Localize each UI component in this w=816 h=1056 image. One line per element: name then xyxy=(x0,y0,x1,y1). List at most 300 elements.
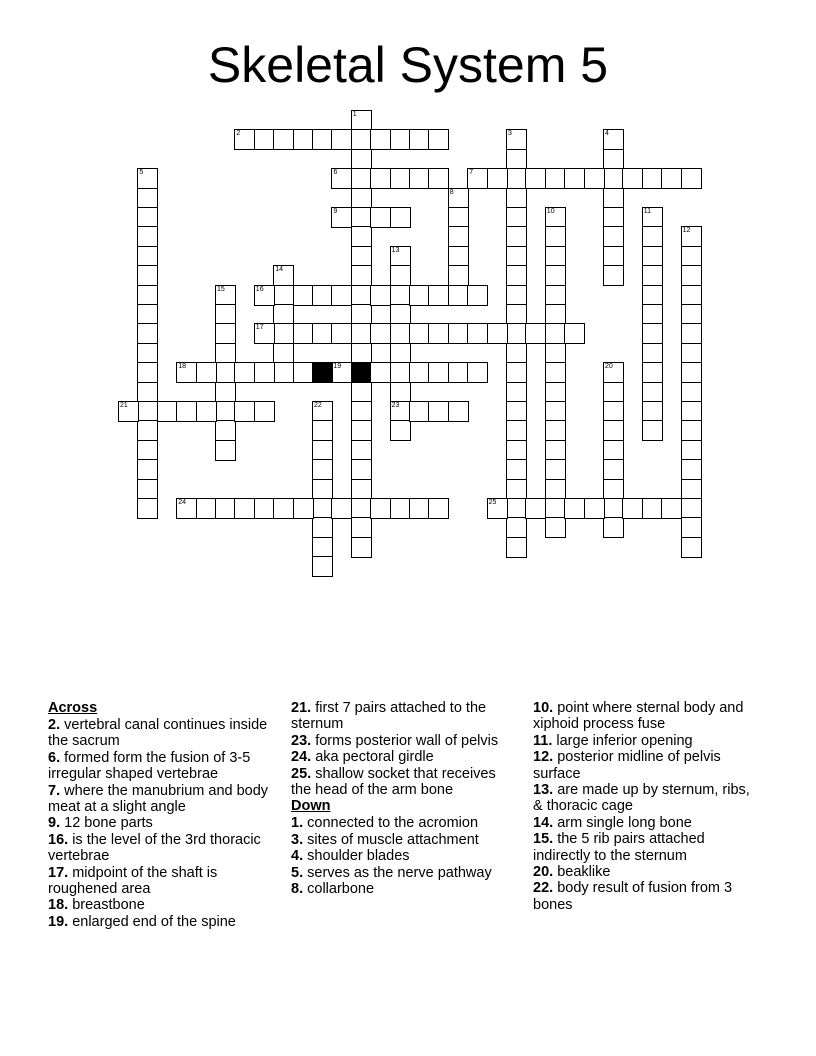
grid-cell[interactable] xyxy=(312,517,333,538)
clue-column-1 xyxy=(48,700,276,930)
grid-cell[interactable] xyxy=(137,459,158,480)
grid-cell[interactable] xyxy=(273,304,294,325)
grid-cell[interactable] xyxy=(428,129,449,150)
grid-cell[interactable] xyxy=(312,537,333,558)
grid-cell[interactable] xyxy=(137,304,158,325)
grid-cell[interactable] xyxy=(176,498,197,519)
grid-cell[interactable] xyxy=(603,265,624,286)
grid-cell[interactable] xyxy=(390,285,411,306)
grid-cell[interactable] xyxy=(681,226,702,247)
grid-cell[interactable] xyxy=(390,265,411,286)
grid-cell[interactable] xyxy=(681,537,702,558)
grid-cell[interactable] xyxy=(196,498,217,519)
grid-cell[interactable] xyxy=(448,401,469,422)
grid-cell[interactable] xyxy=(370,129,391,150)
grid-cell[interactable] xyxy=(215,420,236,441)
grid-cell[interactable] xyxy=(409,168,430,189)
grid-cell[interactable] xyxy=(351,168,372,189)
grid-cell[interactable] xyxy=(351,285,372,306)
grid-cell[interactable] xyxy=(390,420,411,441)
grid-cell[interactable] xyxy=(137,246,158,267)
clue-item-number: 24. xyxy=(291,749,312,766)
grid-cell[interactable] xyxy=(681,479,702,500)
grid-cell[interactable] xyxy=(351,479,372,500)
clue-item-text: enlarged end of the spine xyxy=(72,913,236,930)
grid-cell[interactable] xyxy=(506,479,527,500)
grid-cell[interactable] xyxy=(681,168,702,189)
grid-cell[interactable] xyxy=(409,498,430,519)
grid-cell[interactable] xyxy=(525,498,546,519)
grid-cell[interactable] xyxy=(409,129,430,150)
grid-cell[interactable] xyxy=(234,362,255,383)
grid-cell[interactable] xyxy=(312,479,333,500)
grid-cell[interactable] xyxy=(603,420,624,441)
grid-cell[interactable] xyxy=(312,323,333,344)
grid-cell[interactable] xyxy=(545,285,566,306)
grid-cell[interactable] xyxy=(603,149,624,170)
grid-cell[interactable] xyxy=(137,362,158,383)
grid-cell[interactable] xyxy=(331,498,352,519)
grid-cell[interactable] xyxy=(137,323,158,344)
grid-cell[interactable] xyxy=(312,556,333,577)
clue-item xyxy=(291,749,519,765)
clue-item-text: connected to the acromion xyxy=(307,815,479,832)
grid-cell[interactable] xyxy=(351,401,372,422)
grid-cell[interactable] xyxy=(273,498,294,519)
clue-item-number: 5. xyxy=(291,864,304,881)
grid-cell[interactable] xyxy=(545,498,566,519)
clue-item-number: 10. xyxy=(533,700,554,716)
grid-cell[interactable] xyxy=(390,129,411,150)
grid-cell[interactable] xyxy=(351,382,372,403)
grid-cell[interactable] xyxy=(448,207,469,228)
grid-cell[interactable] xyxy=(293,362,314,383)
grid-cell[interactable] xyxy=(681,343,702,364)
clue-number: 24 xyxy=(178,499,186,506)
grid-cell[interactable] xyxy=(293,285,314,306)
clue-item-number: 8. xyxy=(291,881,304,898)
clue-item xyxy=(533,880,761,913)
grid-cell[interactable] xyxy=(137,440,158,461)
grid-cell[interactable] xyxy=(351,537,372,558)
clue-item xyxy=(291,832,519,848)
grid-cell[interactable] xyxy=(390,401,411,422)
clue-item-number: 15. xyxy=(533,831,554,848)
grid-cell[interactable] xyxy=(681,517,702,538)
grid-cell[interactable] xyxy=(487,323,508,344)
grid-cell[interactable] xyxy=(448,226,469,247)
grid-cell[interactable] xyxy=(545,401,566,422)
grid-cell[interactable] xyxy=(215,401,236,422)
grid-cell[interactable] xyxy=(506,188,527,209)
grid-cell[interactable] xyxy=(390,207,411,228)
grid-cell[interactable] xyxy=(545,479,566,500)
grid-cell[interactable] xyxy=(390,323,411,344)
grid-cell[interactable] xyxy=(137,188,158,209)
grid-cell[interactable] xyxy=(545,323,566,344)
grid-cell[interactable] xyxy=(312,285,333,306)
grid-cell[interactable] xyxy=(506,537,527,558)
grid-cell[interactable] xyxy=(273,265,294,286)
grid-cell[interactable] xyxy=(351,149,372,170)
clue-number: 25 xyxy=(488,499,497,506)
clue-number: 13 xyxy=(391,246,400,254)
grid-cell[interactable] xyxy=(642,265,663,286)
grid-cell[interactable] xyxy=(331,323,352,344)
clue-number: 21 xyxy=(120,402,128,409)
grid-cell[interactable] xyxy=(506,129,527,150)
clue-item-text: large inferior opening xyxy=(556,732,693,749)
grid-cell[interactable] xyxy=(215,440,236,461)
grid-cell[interactable] xyxy=(642,382,663,403)
grid-cell[interactable] xyxy=(428,323,449,344)
grid-cell[interactable] xyxy=(273,343,294,364)
grid-cell[interactable] xyxy=(642,401,663,422)
clue-item-text: shoulder blades xyxy=(307,848,410,865)
grid-cell[interactable] xyxy=(312,498,333,519)
grid-cell[interactable] xyxy=(254,401,275,422)
grid-cell[interactable] xyxy=(506,420,527,441)
grid-cell[interactable] xyxy=(331,285,352,306)
grid-cell[interactable] xyxy=(545,382,566,403)
grid-cell[interactable] xyxy=(370,498,391,519)
grid-cell[interactable] xyxy=(137,498,158,519)
grid-cell[interactable] xyxy=(196,401,217,422)
grid-cell[interactable] xyxy=(506,440,527,461)
grid-cell[interactable] xyxy=(293,323,314,344)
grid-cell[interactable] xyxy=(506,226,527,247)
grid-cell[interactable] xyxy=(390,498,411,519)
grid-cell[interactable] xyxy=(273,285,294,306)
grid-cell[interactable] xyxy=(370,323,391,344)
grid-cell[interactable] xyxy=(215,382,236,403)
grid-cell[interactable] xyxy=(506,382,527,403)
grid-cell[interactable] xyxy=(584,168,605,189)
clue-item-number: 4. xyxy=(291,848,304,865)
clue-item-text: midpoint of the shaft is roughened area xyxy=(48,864,218,898)
grid-cell[interactable] xyxy=(506,265,527,286)
grid-cell[interactable] xyxy=(351,265,372,286)
grid-cell[interactable] xyxy=(137,343,158,364)
grid-cell[interactable] xyxy=(351,517,372,538)
grid-cell[interactable] xyxy=(448,246,469,267)
grid-cell[interactable] xyxy=(681,285,702,306)
grid-cell[interactable] xyxy=(351,110,372,131)
grid-cell[interactable] xyxy=(506,498,527,519)
clue-number: 19 xyxy=(333,363,342,371)
grid-cell[interactable] xyxy=(409,285,430,306)
grid-cell[interactable] xyxy=(564,498,585,519)
grid-cell[interactable] xyxy=(176,401,197,422)
grid-cell[interactable] xyxy=(448,323,469,344)
clue-item-number: 18. xyxy=(48,897,69,914)
grid-cell[interactable] xyxy=(254,362,275,383)
grid-cell[interactable] xyxy=(215,343,236,364)
grid-cell[interactable] xyxy=(351,129,372,150)
grid-cell[interactable] xyxy=(312,129,333,150)
grid-cell[interactable] xyxy=(351,459,372,480)
grid-cell[interactable] xyxy=(390,246,411,267)
grid-cell[interactable] xyxy=(293,129,314,150)
grid-cell[interactable] xyxy=(681,420,702,441)
clue-item-number: 6. xyxy=(48,749,61,766)
grid-cell[interactable] xyxy=(215,285,236,306)
clue-item-text: arm single long bone xyxy=(557,814,692,831)
grid-cell[interactable] xyxy=(137,265,158,286)
grid-cell[interactable] xyxy=(603,362,624,383)
clue-item xyxy=(291,733,519,749)
grid-cell[interactable] xyxy=(681,246,702,267)
clue-item-text: aka pectoral girdle xyxy=(315,749,434,766)
grid-cell[interactable] xyxy=(428,401,449,422)
grid-cell[interactable] xyxy=(603,207,624,228)
grid-cell[interactable] xyxy=(603,517,624,538)
grid-cell[interactable] xyxy=(681,362,702,383)
grid-cell[interactable] xyxy=(448,285,469,306)
clue-item xyxy=(291,865,519,881)
grid-cell[interactable] xyxy=(506,246,527,267)
grid-cell[interactable] xyxy=(603,440,624,461)
grid-cell[interactable] xyxy=(642,285,663,306)
grid-cell[interactable] xyxy=(642,343,663,364)
grid-cell[interactable] xyxy=(254,129,275,150)
grid-cell[interactable] xyxy=(642,246,663,267)
clue-item-text: formed form the fusion of 3-5 irregular shaped vertebrae xyxy=(48,749,251,783)
grid-cell[interactable] xyxy=(525,323,546,344)
grid-cell[interactable] xyxy=(351,420,372,441)
grid-cell[interactable] xyxy=(273,362,294,383)
grid-cell[interactable] xyxy=(331,168,352,189)
grid-cell[interactable] xyxy=(661,498,682,519)
grid-cell[interactable] xyxy=(428,285,449,306)
clue-item-text: posterior midline of pelvis surface xyxy=(533,749,721,782)
grid-cell[interactable] xyxy=(254,323,275,344)
grid-cell[interactable] xyxy=(467,168,488,189)
clue-number: 10 xyxy=(546,208,555,215)
grid-cell[interactable] xyxy=(390,168,411,189)
grid-cell[interactable] xyxy=(642,323,663,344)
grid-cell[interactable] xyxy=(545,517,566,538)
grid-cell[interactable] xyxy=(545,304,566,325)
grid-cell[interactable] xyxy=(603,246,624,267)
grid-cell[interactable] xyxy=(545,362,566,383)
grid-cell[interactable] xyxy=(370,168,391,189)
grid-cell[interactable] xyxy=(137,285,158,306)
grid-cell[interactable] xyxy=(506,285,527,306)
clue-number: 7 xyxy=(469,169,474,177)
grid-cell[interactable] xyxy=(506,362,527,383)
grid-cell[interactable] xyxy=(506,207,527,228)
grid-cell[interactable] xyxy=(506,323,527,344)
grid-cell[interactable] xyxy=(506,149,527,170)
grid-cell[interactable] xyxy=(545,440,566,461)
grid-cell[interactable] xyxy=(642,168,663,189)
clue-item-number: 19. xyxy=(48,913,69,930)
grid-cell[interactable] xyxy=(467,362,488,383)
clue-item-text: where the manubrium and body meat at a slight angle xyxy=(48,782,269,816)
grid-cell[interactable] xyxy=(603,168,624,189)
grid-cell[interactable] xyxy=(137,420,158,441)
grid-cell[interactable] xyxy=(137,479,158,500)
grid-cell[interactable] xyxy=(681,459,702,480)
grid-cell[interactable] xyxy=(661,168,682,189)
grid-cell[interactable] xyxy=(467,285,488,306)
grid-cell[interactable] xyxy=(370,285,391,306)
grid-cell[interactable] xyxy=(137,382,158,403)
grid-cell[interactable] xyxy=(254,498,275,519)
grid-cell[interactable] xyxy=(331,362,352,383)
grid-cell[interactable] xyxy=(448,188,469,209)
grid-cell[interactable] xyxy=(351,343,372,364)
grid-cell[interactable] xyxy=(487,498,508,519)
grid-cell[interactable] xyxy=(351,246,372,267)
grid-cell[interactable] xyxy=(603,188,624,209)
grid-cell[interactable] xyxy=(351,323,372,344)
grid-cell[interactable] xyxy=(428,498,449,519)
grid-cell[interactable] xyxy=(642,498,663,519)
grid-cell[interactable] xyxy=(215,498,236,519)
grid-cell[interactable] xyxy=(390,382,411,403)
grid-cell[interactable] xyxy=(681,498,702,519)
grid-cell[interactable] xyxy=(564,323,585,344)
grid-cell[interactable] xyxy=(351,304,372,325)
clue-item-number: 2. xyxy=(48,717,61,733)
grid-cell[interactable] xyxy=(622,168,643,189)
grid-cell[interactable] xyxy=(681,323,702,344)
grid-cell[interactable] xyxy=(603,382,624,403)
grid-cell[interactable] xyxy=(506,517,527,538)
clue-item-text: collarbone xyxy=(307,881,375,898)
grid-cell[interactable] xyxy=(390,362,411,383)
grid-cell[interactable] xyxy=(196,362,217,383)
clue-item-number: 9. xyxy=(48,815,61,832)
grid-cell[interactable] xyxy=(137,401,158,422)
grid-cell[interactable] xyxy=(545,420,566,441)
grid-cell[interactable] xyxy=(409,323,430,344)
grid-cell[interactable] xyxy=(234,129,255,150)
grid-cell[interactable] xyxy=(603,401,624,422)
clue-item xyxy=(533,733,761,749)
grid-cell[interactable] xyxy=(448,265,469,286)
grid-cell[interactable] xyxy=(545,343,566,364)
grid-cell[interactable] xyxy=(681,382,702,403)
grid-cell[interactable] xyxy=(681,440,702,461)
grid-cell[interactable] xyxy=(545,168,566,189)
grid-cell[interactable] xyxy=(390,343,411,364)
clue-item-text: first 7 pairs attached to the sternum xyxy=(291,700,487,733)
grid-cell[interactable] xyxy=(331,129,352,150)
grid-cell[interactable] xyxy=(176,362,197,383)
grid-cell[interactable] xyxy=(428,362,449,383)
grid-cell[interactable] xyxy=(273,129,294,150)
grid-cell[interactable] xyxy=(234,401,255,422)
grid-cell[interactable] xyxy=(506,401,527,422)
down-heading: Down xyxy=(291,798,331,815)
grid-cell[interactable] xyxy=(545,226,566,247)
grid-cell[interactable] xyxy=(448,362,469,383)
grid-cell[interactable] xyxy=(137,226,158,247)
grid-cell[interactable] xyxy=(351,440,372,461)
grid-cell[interactable] xyxy=(642,304,663,325)
grid-cell[interactable] xyxy=(603,129,624,150)
grid-cell[interactable] xyxy=(525,168,546,189)
clue-item xyxy=(291,881,519,897)
grid-cell[interactable] xyxy=(312,459,333,480)
grid-cell[interactable] xyxy=(506,304,527,325)
grid-cell[interactable] xyxy=(370,362,391,383)
grid-cell[interactable] xyxy=(370,207,391,228)
grid-cell[interactable] xyxy=(215,323,236,344)
clue-item xyxy=(291,815,519,831)
clue-item-number: 1. xyxy=(291,815,304,832)
grid-cell[interactable] xyxy=(681,304,702,325)
grid-cell[interactable] xyxy=(312,420,333,441)
clue-number: 5 xyxy=(139,169,144,177)
grid-cell[interactable] xyxy=(506,168,527,189)
grid-cell[interactable] xyxy=(351,226,372,247)
grid-cell[interactable] xyxy=(642,362,663,383)
grid-cell[interactable] xyxy=(642,226,663,247)
grid-cell[interactable] xyxy=(351,207,372,228)
grid-cell[interactable] xyxy=(506,459,527,480)
grid-cell[interactable] xyxy=(603,226,624,247)
grid-cell[interactable] xyxy=(409,401,430,422)
grid-cell[interactable] xyxy=(584,498,605,519)
grid-cell[interactable] xyxy=(351,498,372,519)
grid-cell[interactable] xyxy=(545,459,566,480)
clue-item-text: are made up by sternum, ribs, & thoracic cage xyxy=(533,782,750,815)
grid-cell[interactable] xyxy=(390,304,411,325)
grid-cell[interactable] xyxy=(622,498,643,519)
grid-cell[interactable] xyxy=(157,401,178,422)
grid-cell[interactable] xyxy=(564,168,585,189)
grid-cell[interactable] xyxy=(603,479,624,500)
grid-cell[interactable] xyxy=(273,323,294,344)
grid-cell[interactable] xyxy=(506,343,527,364)
clue-item-number: 25. xyxy=(291,765,312,782)
grid-cell[interactable] xyxy=(545,207,566,228)
grid-cell[interactable] xyxy=(467,323,488,344)
grid-cell[interactable] xyxy=(409,362,430,383)
clue-item-text: 12 bone parts xyxy=(64,815,153,832)
grid-cell[interactable] xyxy=(137,168,158,189)
clue-number: 6 xyxy=(333,169,338,177)
grid-cell[interactable] xyxy=(545,265,566,286)
grid-cell[interactable] xyxy=(603,498,624,519)
grid-cell[interactable] xyxy=(642,420,663,441)
grid-cell[interactable] xyxy=(234,498,255,519)
grid-cell[interactable] xyxy=(603,459,624,480)
grid-cell[interactable] xyxy=(215,304,236,325)
grid-cell[interactable] xyxy=(215,362,236,383)
grid-cell[interactable] xyxy=(642,207,663,228)
grid-cell[interactable] xyxy=(312,440,333,461)
grid-cell[interactable] xyxy=(545,246,566,267)
clue-item xyxy=(533,700,761,733)
clue-item-number: 3. xyxy=(291,831,304,848)
grid-cell[interactable] xyxy=(428,168,449,189)
grid-cell[interactable] xyxy=(351,188,372,209)
grid-cell[interactable] xyxy=(293,498,314,519)
grid-cell[interactable] xyxy=(137,207,158,228)
grid-cell[interactable] xyxy=(254,285,275,306)
grid-cell[interactable] xyxy=(681,265,702,286)
grid-cell[interactable] xyxy=(118,401,139,422)
grid-cell[interactable] xyxy=(681,401,702,422)
grid-cell[interactable] xyxy=(487,168,508,189)
grid-cell[interactable] xyxy=(312,401,333,422)
grid-cell[interactable] xyxy=(331,207,352,228)
